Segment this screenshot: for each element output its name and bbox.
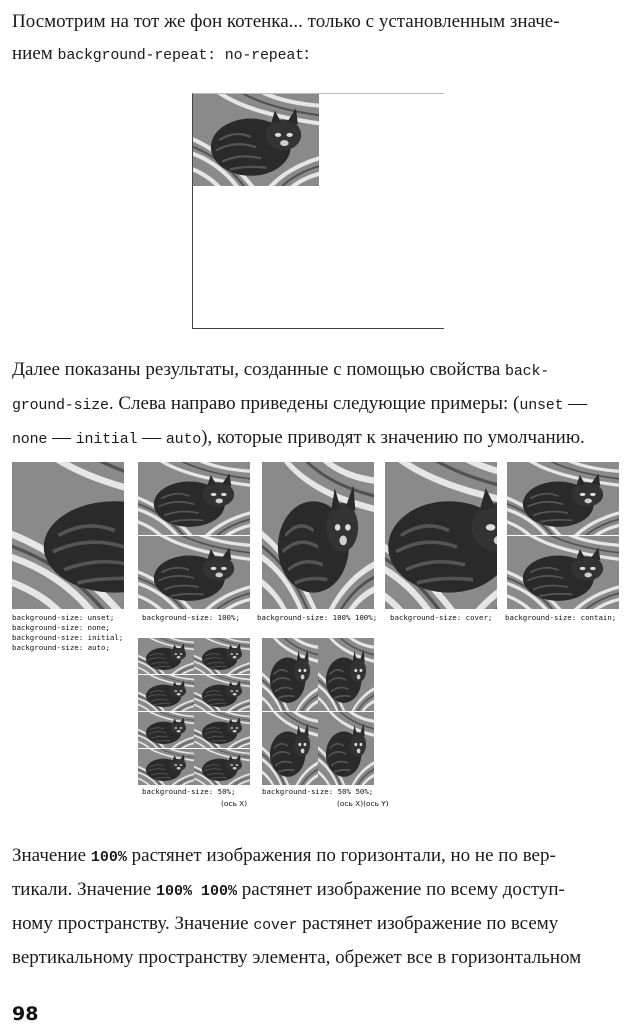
kitten-image: [193, 94, 319, 186]
caption-100: background-size: 100%;: [142, 613, 240, 622]
kitten-image: [318, 638, 374, 711]
kitten-image: [194, 749, 250, 785]
kitten-image: [318, 712, 374, 785]
paragraph-values-line-1: Значение 100% растянет изображения по горизонтали, но не по вер-: [12, 845, 556, 866]
paragraph-intro-line-1: Посмотрим на тот же фон котенка... только с установленным значе-: [12, 11, 560, 32]
paragraph-values: [12, 840, 624, 974]
caption-contain: background-size: contain;: [505, 613, 617, 622]
page-number: 98: [12, 1003, 39, 1025]
caption-50-50-note: (ось X)(ось Y): [337, 799, 389, 808]
caption-50-50: background-size: 50% 50%;: [262, 787, 374, 796]
kitten-image: [262, 462, 374, 609]
caption-100-100: background-size: 100% 100%;: [257, 613, 378, 622]
kitten-image: [194, 675, 250, 711]
caption-50: background-size: 50%;: [142, 787, 236, 796]
paragraph-intro-line-2: нием background-repeat: no-repeat:: [12, 43, 310, 64]
kitten-image: [138, 536, 250, 609]
caption-unset: background-size: unset; background-size: none; background-size: initial; background-size: auto;: [12, 613, 124, 652]
kitten-image: [138, 675, 194, 711]
paragraph-bgsize-line-2: ground-size. Слева направо приведены следующие примеры: (unset —: [12, 393, 588, 414]
caption-cover: background-size: cover;: [390, 613, 493, 622]
kitten-image: [138, 462, 250, 535]
inline-code: background-repeat: no-repeat: [57, 47, 304, 64]
kitten-image: [194, 712, 250, 748]
kitten-image: [262, 712, 318, 785]
kitten-image: [507, 536, 619, 609]
paragraph-intro: [12, 6, 624, 72]
paragraph-bgsize-line-1: Далее показаны результаты, созданные с помощью свойства back-: [12, 359, 550, 380]
paragraph-values-line-2: тикали. Значение 100% 100% растянет изображение по всему доступ-: [12, 879, 565, 900]
kitten-image: [385, 462, 497, 609]
caption-50-note: (ось X): [221, 799, 248, 808]
no-repeat-demo-box: [192, 93, 444, 329]
kitten-image: [262, 638, 318, 711]
paragraph-background-size: [12, 354, 624, 456]
kitten-image: [138, 712, 194, 748]
paragraph-bgsize-line-3: none — initial — auto), которые приводят к значению по умолчанию.: [12, 427, 585, 448]
kitten-image: [138, 749, 194, 785]
kitten-image: [12, 462, 124, 609]
paragraph-values-line-3: ному пространству. Значение cover растянет изображение по всему: [12, 913, 559, 934]
kitten-image: [507, 462, 619, 535]
kitten-image: [138, 638, 194, 674]
paragraph-values-line-4: вертикальному пространству элемента, обрежет все в горизонтальном: [12, 947, 582, 968]
kitten-image: [194, 638, 250, 674]
